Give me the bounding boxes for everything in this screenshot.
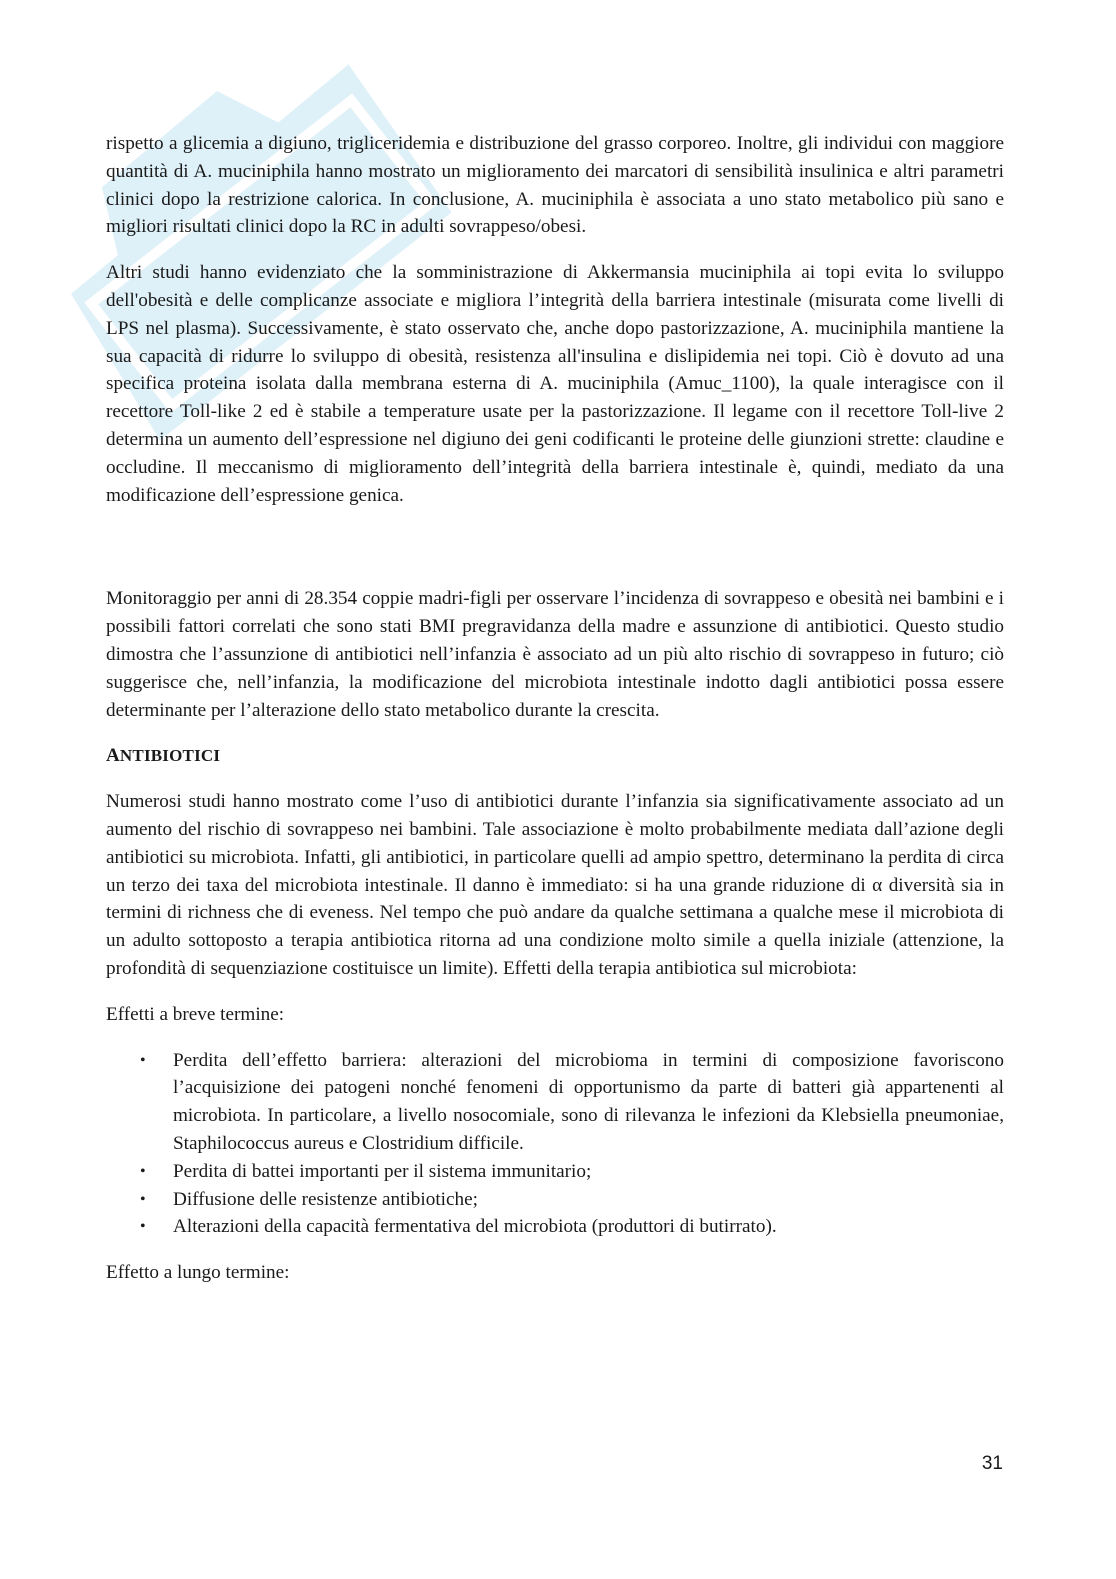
list-item-text: Diffusione delle resistenze antibiotiche; [173,1188,478,1210]
bullet-icon: • [140,1218,146,1236]
list-item [106,1047,1004,1158]
bullet-icon: • [140,1051,146,1069]
long-term-title: Effetto a lungo termine: [106,1262,290,1284]
section-heading-antibiotici [106,742,1004,770]
list-item [106,1158,1004,1186]
paragraph-antibiotics-intro: Numerosi studi hanno mostrato come l’uso di antibiotici durante l’infanzia sia significativamente associato ad un aumento del rischio di sovrappeso nei bambini. Tale associazione è molto probabilmente mediata dall’azione degli antibiotici su microbiota. Infatti, gli antibiotici, in particolare quelli ad ampio spettro, determinano la perdita di circa un terzo dei taxa del microbiota intestinale. Il danno è immediato: si ha una grande riduzione di α diversità sia in termini di richness che di eveness. Nel tempo che può andare da qualche settimana a qualche mese il microbiota di un adulto sottoposto a terapia antibiotica ritorna ad una condizione molto simile a quella iniziale (attenzione, la profondità di sequenziazione costituisce un limite). Effetti della terapia antibiotica sul microbiota: [106,791,1004,979]
document-body [106,130,1004,1305]
heading-first-letter: A [106,745,120,767]
page-number: 31 [981,1453,1003,1474]
list-item-text: Perdita dell’effetto barriera: alterazioni del microbioma in termini di composizione favoriscono l’acquisizione dei patogeni nonché fenomeni di opportunismo da parte di batteri già appartenenti al microbiota. In particolare, a livello nosocomiale, sono di rilevanza le infezioni da Klebsiella pneumoniae, Staphilococcus aureus e Clostridium difficile. [173,1049,1004,1154]
list-item-text: Perdita di battei importanti per il sistema immunitario; [173,1160,592,1182]
bullet-icon: • [140,1190,146,1208]
list-item-text: Alterazioni della capacità fermentativa del microbiota (produttori di butirrato). [173,1216,777,1238]
list-item [106,1186,1004,1214]
paragraph-mother-child-study: Monitoraggio per anni di 28.354 coppie madri-figli per osservare l’incidenza di sovrappeso e obesità nei bambini e i possibili fattori correlati che sono stati BMI pregravidanza della madre e assunzione di antibiotici. Questo studio dimostra che l’assunzione di antibiotici nell’infanzia è associato ad un più alto rischio di sovrappeso in futuro; ciò suggerisce che, nell’infanzia, la modificazione del microbiota intestinale indotto dagli antibiotici possa essere determinante per l’alterazione dello stato metabolico durante la crescita. [106,588,1004,721]
paragraph-akkermansia-mice: Altri studi hanno evidenziato che la somministrazione di Akkermansia muciniphila ai topi evita lo sviluppo dell'obesità e delle complicanze associate e migliora l’integrità della barriera intestinale (misurata come livelli di LPS nel plasma). Successivamente, è stato osservato che, anche dopo pastorizzazione, A. muciniphila mantiene la sua capacità di ridurre lo sviluppo di obesità, resistenza all'insulina e dislipidemia nei topi. Ciò è dovuto ad una specifica proteina isolata dalla membrana esterna di A. muciniphila (Amuc_1100), la quale interagisce con il recettore Toll-like 2 ed è stabile a temperature usate per la pastorizzazione. Il legame con il recettore Toll-live 2 determina un aumento dell’espressione nel digiuno dei geni codificanti le proteine delle giunzioni strette: claudine e occludine. Il meccanismo di miglioramento dell’integrità della barriera intestinale è, quindi, mediato da una modificazione dell’espressione genica. [106,262,1004,506]
heading-rest: NTIBIOTICI [119,746,221,766]
list-item [106,1213,1004,1241]
short-term-title: Effetti a breve termine: [106,1003,285,1025]
bullet-icon: • [140,1162,146,1180]
paragraph-akkermansia-clinical: rispetto a glicemia a digiuno, trigliceridemia e distribuzione del grasso corporeo. Inoltre, gli individui con maggiore quantità di A. muciniphila hanno mostrato un miglioramento dei marcatori di sensibilità insulinica e altri parametri clinici dopo la restrizione calorica. In conclusione, A. muciniphila è associata a uno stato metabolico più sano e migliori risultati clinici dopo la RC in adulti sovrappeso/obesi. [106,133,1004,238]
short-term-list [106,1047,1004,1242]
